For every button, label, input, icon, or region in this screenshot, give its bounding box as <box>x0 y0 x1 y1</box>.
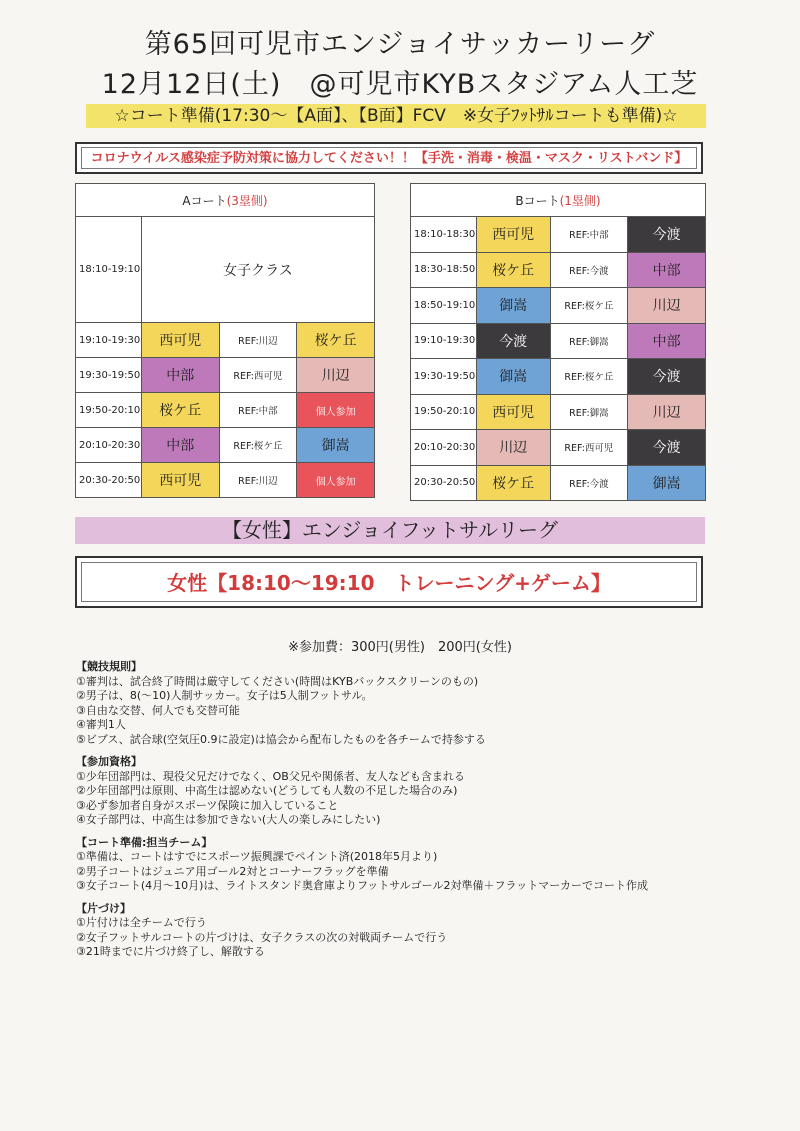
referee: REF:西可児 <box>550 430 628 466</box>
girls-time: 18:10-19:10 <box>76 217 142 323</box>
rules-block <box>76 836 726 894</box>
away-team: 桜ケ丘 <box>297 323 375 358</box>
rules-item: ②少年団部門は原則、中高生は認めない(どうしても人数の不足した場合のみ) <box>76 784 458 797</box>
match-row <box>411 323 706 359</box>
rules-item: ①準備は、コートはすでにスポーツ振興課でペイント済(2018年5月より) <box>76 850 438 863</box>
home-team: 今渡 <box>476 323 550 359</box>
home-team: 中部 <box>141 428 219 463</box>
match-time: 19:50-20:10 <box>76 393 142 428</box>
match-row <box>411 252 706 288</box>
match-row <box>411 288 706 324</box>
away-team: 中部 <box>628 252 706 288</box>
referee: REF:桜ケ丘 <box>550 359 628 395</box>
rules-item: ③自由な交替、何人でも交替可能 <box>76 703 240 717</box>
match-row <box>411 394 706 430</box>
womens-league-title: 【女性】エンジョイフットサルリーグ <box>75 517 705 544</box>
home-team: 桜ケ丘 <box>476 252 550 288</box>
away-team: 個人参加 <box>297 393 375 428</box>
away-team: 個人参加 <box>297 463 375 498</box>
home-team: 西可児 <box>476 394 550 430</box>
rules-item: ②女子フットサルコートの片づけは、女子クラスの次の対戦両チームで行う <box>76 930 448 944</box>
rules-heading: 【片づけ】 <box>76 901 131 915</box>
match-row <box>411 359 706 395</box>
away-team: 今渡 <box>628 430 706 466</box>
referee: REF:西可児 <box>219 358 297 393</box>
match-time: 19:10-19:30 <box>411 323 477 359</box>
referee: REF:御嵩 <box>550 394 628 430</box>
referee: REF:桜ケ丘 <box>219 428 297 463</box>
match-time: 20:30-20:50 <box>411 465 477 501</box>
match-row <box>411 465 706 501</box>
home-team: 西可児 <box>476 217 550 253</box>
match-time: 20:30-20:50 <box>76 463 142 498</box>
court-b-header <box>411 184 706 217</box>
match-row <box>76 463 375 498</box>
rules-item: ①片付けは全チームで行う <box>76 916 207 929</box>
rules-item: ③女子コート(4月〜10月)は、ライトスタンド奥倉庫よりフットサルゴール2対準備＋フラットマーカーでコート作成 <box>76 879 649 892</box>
court-a-label: Aコート <box>182 193 227 208</box>
referee: REF:川辺 <box>219 463 297 498</box>
home-team: 中部 <box>141 358 219 393</box>
rules-item: ③必ず参加者自身がスポーツ保険に加入していること <box>76 798 339 812</box>
referee: REF:中部 <box>550 217 628 253</box>
court-b-schedule <box>410 183 706 501</box>
match-row <box>76 358 375 393</box>
referee: REF:川辺 <box>219 323 297 358</box>
away-team: 川辺 <box>628 394 706 430</box>
court-a-schedule <box>75 183 375 498</box>
court-prep-banner: ☆コート準備(17:30〜【A面】、【B面】FCV ※女子ﾌｯﾄｻﾙコートも準備)☆ <box>86 104 706 128</box>
match-time: 20:10-20:30 <box>411 430 477 466</box>
womens-schedule: 女性【18:10〜19:10 トレーニング+ゲーム】 <box>81 562 697 602</box>
match-row <box>76 428 375 463</box>
match-time: 18:10-18:30 <box>411 217 477 253</box>
away-team: 御嵩 <box>628 465 706 501</box>
rules-heading: 【コート準備:担当チーム】 <box>76 835 213 849</box>
referee: REF:桜ケ丘 <box>550 288 628 324</box>
home-team: 西可児 <box>141 323 219 358</box>
womens-schedule-box <box>75 556 703 608</box>
referee: REF:今渡 <box>550 252 628 288</box>
court-a-header <box>76 184 375 217</box>
match-row <box>76 323 375 358</box>
home-team: 西可児 <box>141 463 219 498</box>
match-time: 19:30-19:50 <box>76 358 142 393</box>
covid-notice-text: コロナウイルス感染症予防対策に協力してください！！【手洗・消毒・検温・マスク・リストバンド】 <box>81 147 697 169</box>
participation-fee: ※参加費：300円(男性) 200円(女性) <box>288 640 512 655</box>
referee: REF:中部 <box>219 393 297 428</box>
rules-item: ②男子コートはジュニア用ゴール2対とコーナーフラッグを準備 <box>76 864 389 878</box>
rules-heading: 【参加資格】 <box>76 755 142 768</box>
home-team: 川辺 <box>476 430 550 466</box>
court-b-label: Bコート <box>515 193 560 208</box>
rules-item: ④審判1人 <box>76 718 126 731</box>
away-team: 今渡 <box>628 217 706 253</box>
court-b-side: (1塁側) <box>559 193 601 208</box>
away-team: 中部 <box>628 323 706 359</box>
match-time: 19:30-19:50 <box>411 359 477 395</box>
home-team: 桜ケ丘 <box>476 465 550 501</box>
away-team: 御嵩 <box>297 428 375 463</box>
match-time: 20:10-20:30 <box>76 428 142 463</box>
match-time: 19:50-20:10 <box>411 394 477 430</box>
covid-notice <box>75 142 703 174</box>
page-title: 第65回可児市エンジョイサッカーリーグ <box>144 29 656 60</box>
match-row <box>411 217 706 253</box>
match-time: 18:30-18:50 <box>411 252 477 288</box>
rules-item: ④女子部門は、中高生は参加できない(大人の楽しみにしたい) <box>76 813 381 826</box>
rules-block <box>76 755 726 828</box>
home-team: 御嵩 <box>476 359 550 395</box>
away-team: 川辺 <box>297 358 375 393</box>
rules-item: ⑤ビブス、試合球(空気圧0.9に設定)は協会から配布したものを各チームで持参する <box>76 732 486 746</box>
event-date-venue: 12月12日(土) @可児市KYBスタジアム人工芝 <box>101 69 699 100</box>
away-team: 川辺 <box>628 288 706 324</box>
match-time: 18:50-19:10 <box>411 288 477 324</box>
rules-item: ①審判は、試合終了時間は厳守してください(時間はKYBバックスクリーンのもの) <box>76 674 479 688</box>
referee: REF:今渡 <box>550 465 628 501</box>
match-row <box>411 430 706 466</box>
rules-section <box>76 660 726 968</box>
away-team: 今渡 <box>628 359 706 395</box>
match-row <box>76 393 375 428</box>
girls-class: 女子クラス <box>141 217 374 323</box>
home-team: 御嵩 <box>476 288 550 324</box>
rules-heading: 【競技規則】 <box>76 660 142 673</box>
rules-item: ②男子は、8(〜10)人制サッカー。女子は5人制フットサル。 <box>76 689 373 702</box>
match-time: 19:10-19:30 <box>76 323 142 358</box>
referee: REF:御嵩 <box>550 323 628 359</box>
home-team: 桜ケ丘 <box>141 393 219 428</box>
court-a-side: (3塁側) <box>226 193 268 208</box>
rules-block <box>76 660 726 747</box>
rules-item: ③21時までに片づけ終了し、解散する <box>76 945 265 958</box>
rules-block <box>76 902 726 960</box>
rules-item: ①少年団部門は、現役父兄だけでなく、OB父兄や関係者、友人なども含まれる <box>76 769 465 783</box>
